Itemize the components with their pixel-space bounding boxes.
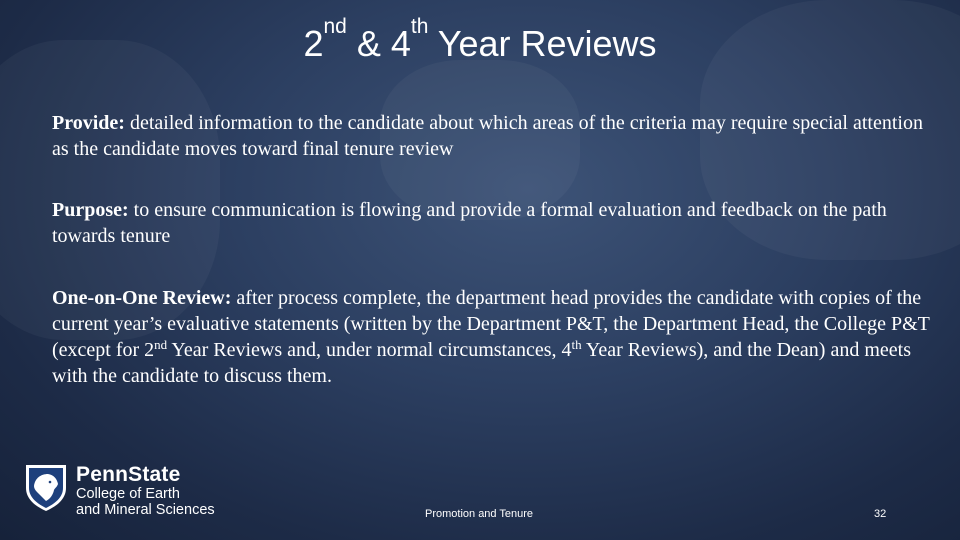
purpose-paragraph [52, 197, 932, 249]
review-superscript: th [571, 337, 582, 352]
title-part: 2 [303, 23, 324, 64]
review-text: after process complete, the department head provides the candidate with copies of the current year’s evaluative statements (written by the Department P&T, the Department Head, the College P&T (except for 2 [52, 287, 930, 361]
nittany-lion-shield-icon [24, 462, 68, 512]
provide-text: detailed information to the candidate about which areas of the criteria may require special attention as the candidate moves toward final tenure review [52, 112, 923, 160]
review-superscript: nd [154, 337, 168, 352]
provide-paragraph [52, 110, 932, 162]
purpose-text: to ensure communication is flowing and provide a formal evaluation and feedback on the path towards tenure [52, 199, 887, 247]
page-number: 32 [874, 508, 887, 520]
logo-college-line1: College of Earth [76, 486, 180, 502]
title-part: Year Reviews [428, 23, 657, 64]
provide-label: Provide: [52, 112, 125, 134]
title-superscript: nd [323, 15, 347, 38]
pennstate-logo [24, 462, 244, 522]
title-part: & 4 [346, 23, 411, 64]
logo-college-line2: and Mineral Sciences [76, 502, 215, 518]
review-paragraph [52, 285, 932, 389]
review-label: One-on-One Review: [52, 287, 232, 309]
review-text: Year Reviews), and the Dean) and meets with the candidate to discuss them. [52, 339, 911, 387]
purpose-label: Purpose: [52, 199, 129, 221]
title-superscript: th [410, 15, 429, 38]
footer-text: Promotion and Tenure [425, 508, 534, 520]
slide-title [0, 15, 960, 68]
logo-name: PennState [76, 463, 181, 486]
review-text: Year Reviews and, under normal circumstances, 4 [167, 339, 572, 361]
